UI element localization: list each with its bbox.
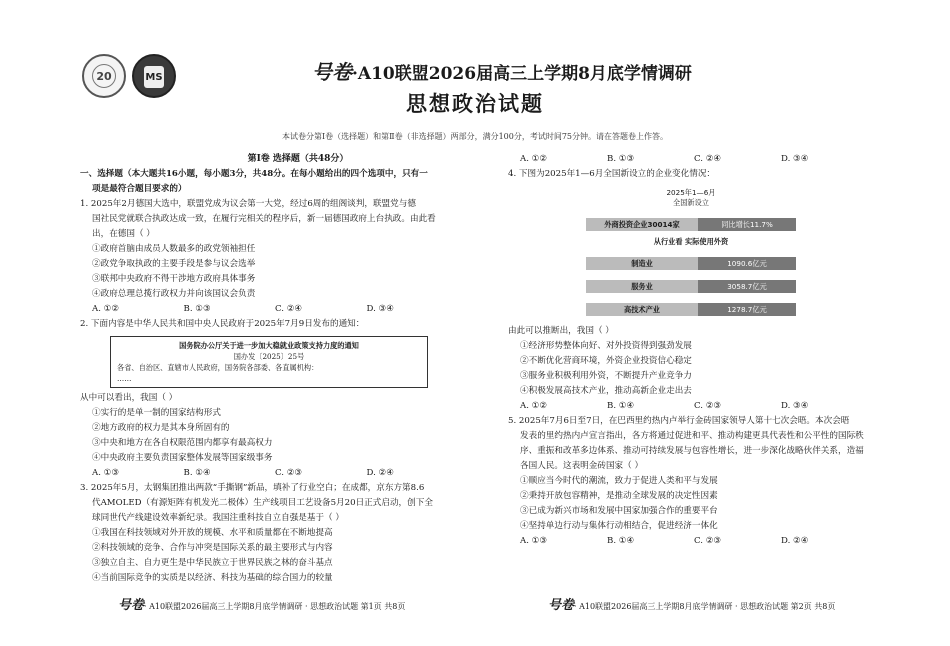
chart-row [586, 257, 796, 270]
footer-page-info: · A10联盟2026届高三上学期8月底学情调研 · 思想政治试题 第2页 共8页 [574, 602, 836, 611]
choice-d: D. ③④ [781, 154, 809, 164]
choice-d: D. ②④ [366, 468, 394, 478]
chart-row-value: 1090.6亿元 [698, 257, 796, 270]
option-statement: ①顺应当今时代的潮流，致力于促进人类和平与发展 [520, 476, 718, 486]
option-statement: ③联邦中央政府不得干涉地方政府具体事务 [92, 274, 256, 284]
question-2 [80, 317, 458, 481]
chart-row-value: 1278.7亿元 [698, 303, 796, 316]
option-statement: ③独立自主、自力更生是中华民族立于世界民族之林的奋斗基点 [92, 558, 333, 568]
choice-b: B. ①④ [607, 401, 635, 411]
left-column [80, 152, 458, 586]
question-stem: 4. 下图为2025年1—6月全国新设立的企业变化情况： [508, 169, 716, 179]
investment-chart [586, 188, 796, 316]
option-statement: ③中央和地方在各自权限范围内都享有最高权力 [92, 438, 273, 448]
chart-rows [586, 218, 796, 316]
question-stem: 序、重振和改革多边体系、推动可持续发展与包容性增长，进一步深化战略伙伴关系，造福 [520, 446, 864, 456]
government-notice-box [110, 336, 428, 388]
question-1 [80, 197, 458, 317]
option-statement: ②不断优化营商环境，外资企业投资信心稳定 [520, 356, 692, 366]
choice-c: C. ②③ [694, 536, 722, 546]
question-5 [508, 414, 868, 549]
answer-choices [80, 302, 458, 317]
chart-row-value: 同比增长11.7% [698, 218, 796, 231]
chart-head-2: 全国新设立 [673, 198, 709, 207]
option-statement: ④政府总理总揽行政权力并向该国议会负责 [92, 289, 256, 299]
option-statement: ①我国在科技领域对外开放的规模、水平和质量都在不断地提高 [92, 528, 333, 538]
choice-b: B. ①④ [607, 536, 635, 546]
subject-title: 思想政治试题 [406, 91, 544, 116]
choice-a: A. ①③ [520, 536, 548, 546]
question-stem: 由此可以推断出，我国（ ） [508, 326, 614, 336]
chart-head-1: 2025年1—6月 [666, 188, 716, 197]
question-stem: 国社民党就联合执政达成一致，在履行完相关的程序后，新一届德国政府上台执政。由此看 [92, 214, 436, 224]
answer-choices [508, 534, 868, 549]
question-stem: 代AMOLED（有源矩阵有机发光二极体）生产线项目工艺设备5月20日正式启动，创下全 [92, 498, 433, 508]
chart-row [586, 218, 796, 231]
seal-number: 20 [92, 64, 116, 88]
chart-section-title: 从行业看 实际使用外资 [653, 237, 729, 246]
section-heading-cont: 项是最符合题目要求的） [92, 184, 187, 194]
chart-row-label: 制造业 [586, 257, 698, 270]
chart-row-label: 高技术产业 [586, 303, 698, 316]
notice-title: 国务院办公厅关于进一步加大稳就业政策支持力度的通知 [179, 341, 359, 350]
answer-choices-q3 [508, 152, 868, 167]
choice-d: D. ③④ [781, 401, 809, 411]
question-stem: 各国人民。这表明金砖国家（ ） [520, 461, 644, 471]
option-statement: ③已成为新兴市场和发展中国家加强合作的重要平台 [520, 506, 718, 516]
choice-d: D. ②④ [781, 536, 809, 546]
option-statement: ①实行的是单一制的国家结构形式 [92, 408, 221, 418]
footer-brand-logo: 号卷 [118, 598, 145, 613]
choice-d: D. ③④ [366, 304, 394, 314]
question-stem: 5. 2025年7月6日至7日，在巴西里约热内卢举行金砖国家领导人第十七次会晤。本次会晤 [508, 416, 850, 426]
option-statement: ③服务业积极利用外资，不断提升产业竞争力 [520, 371, 692, 381]
answer-choices [508, 399, 868, 414]
choice-b: B. ①③ [607, 154, 635, 164]
brand-logo: 号卷 [312, 60, 352, 84]
choice-c: C. ②④ [275, 304, 303, 314]
question-stem: 1. 2025年2月德国大选中，联盟党成为议会第一大党，经过6周的组阁谈判，联盟党与德 [80, 199, 416, 209]
exam-instructions: 本试卷分第Ⅰ卷（选择题）和第Ⅱ卷（非选择题）两部分，满分100分，考试时间75分钟。请在答题卷上作答。 [281, 132, 669, 141]
question-4 [508, 167, 868, 414]
option-statement: ④中央政府主要负责国家整体发展等国家级事务 [92, 453, 273, 463]
exam-title [312, 56, 692, 85]
option-statement: ④当前国际竞争的实质是以经济、科技为基础的综合国力的较量 [92, 573, 333, 583]
option-statement: ①政府首脑由成员人数最多的政党领袖担任 [92, 244, 256, 254]
part-title: 第Ⅰ卷 选择题（共48分） [247, 154, 349, 164]
choice-c: C. ②③ [694, 401, 722, 411]
choice-c: C. ②④ [694, 154, 722, 164]
seal-mark: MS [144, 66, 164, 88]
question-stem: 3. 2025年5月，太钢集团推出两款“手撕钢”新品，填补了行业空白；在成都，京东方第8.6 [80, 483, 425, 493]
footer-page-info: · A10联盟2026届高三上学期8月底学情调研 · 思想政治试题 第1页 共8页 [144, 602, 406, 611]
footer-brand-logo: 号卷 [548, 598, 575, 613]
chart-row [586, 303, 796, 316]
chart-row-label: 服务业 [586, 280, 698, 293]
footer-right [548, 594, 835, 613]
chart-row-label: 外商投资企业30014家 [586, 218, 698, 231]
answer-choices [80, 466, 458, 481]
chart-row-value: 3058.7亿元 [698, 280, 796, 293]
notice-ellipsis: …… [117, 374, 132, 383]
chart-row [586, 280, 796, 293]
footer-left [118, 594, 405, 613]
option-statement: ①经济形势整体向好、对外投资得到强劲发展 [520, 341, 692, 351]
question-stem: 2. 下面内容是中华人民共和国中央人民政府于2025年7月9日发布的通知： [80, 319, 365, 329]
option-statement: ②政党争取执政的主要手段是参与议会选举 [92, 259, 256, 269]
choice-b: B. ①④ [183, 468, 211, 478]
question-3 [80, 481, 458, 586]
choice-a: A. ①② [92, 304, 120, 314]
choice-a: A. ①③ [92, 468, 120, 478]
option-statement: ②秉持开放包容精神，是推动全球发展的决定性因素 [520, 491, 718, 501]
section-heading: 一、选择题（本大题共16小题，每小题3分，共48分。在每小题给出的四个选项中，只有一 [80, 169, 428, 179]
choice-a: A. ①② [520, 401, 548, 411]
option-statement: ②地方政府的权力是其本身所固有的 [92, 423, 230, 433]
choice-c: C. ②③ [275, 468, 303, 478]
question-stem: 球同世代产线建设效率新纪录。我国注重科技自立自强是基于（ ） [92, 513, 344, 523]
question-stem: 从中可以看出，我国（ ） [80, 393, 178, 403]
notice-body: 各省、自治区、直辖市人民政府，国务院各部委、各直属机构： [117, 363, 319, 372]
choice-b: B. ①③ [183, 304, 211, 314]
right-column [508, 152, 868, 549]
option-statement: ④坚持单边行动与集体行动相结合，促进经济一体化 [520, 521, 718, 531]
option-statement: ②科技领域的竞争、合作与冲突是国际关系的最主要形式与内容 [92, 543, 333, 553]
question-stem: 发表的里约热内卢宣言指出，各方将通过促进和平、推动构建更具代表性和公平性的国际秩 [520, 431, 864, 441]
option-statement: ④积极发展高技术产业，推动高新企业走出去 [520, 386, 692, 396]
exam-title-text: ·A10联盟2026届高三上学期8月底学情调研 [352, 64, 692, 84]
notice-number: 国办发〔2025〕25号 [233, 352, 305, 361]
question-stem: 出，在德国（ ） [92, 229, 155, 239]
choice-a: A. ①② [520, 154, 548, 164]
